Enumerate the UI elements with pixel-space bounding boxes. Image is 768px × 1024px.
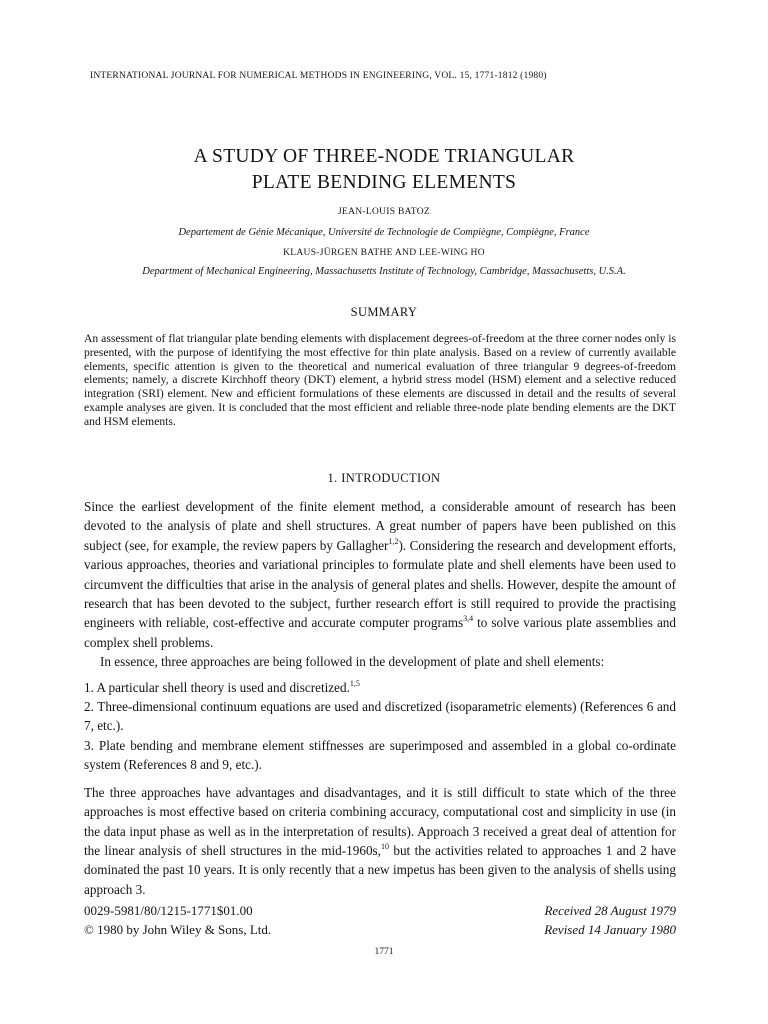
affiliation-1: Departement de Génie Mécanique, Université de Technologie de Compiègne, Compiègne, France <box>178 227 590 238</box>
reference-superscript: 3,4 <box>463 614 474 624</box>
reference-superscript: 1,5 <box>349 678 360 688</box>
summary-text: An assessment of flat triangular plate bending elements with displacement degrees-of-freedom at the three corner nodes only is presented, with the purpose of identifying the most effective for thin plate analysis. Based on a review of currently available elements, specific attention is given to the theoretical and numerical evaluation of three triangular 9 degrees-of-freedom elements; namely, a discrete Kirchhoff theory (DKT) element, a hybrid stress model (HSM) element and a selective reduced integration (SRI) element. New and efficient formulations of these elements are discussed in detail and the results of several example analyses are given. It is concluded that the most efficient and reliable three-node plate bending elements are the DKT and HSM elements. <box>84 332 676 428</box>
footer-publication-info <box>84 901 271 939</box>
introduction-body <box>84 497 676 899</box>
title-line-1: A STUDY OF THREE-NODE TRIANGULAR <box>193 146 575 167</box>
introduction-heading: 1. INTRODUCTION <box>327 471 441 485</box>
publication-code: 0029-5981/80/1215-1771$01.00 <box>84 903 253 918</box>
page-number: 1771 <box>374 947 394 957</box>
author-2: KLAUS-JÜRGEN BATHE AND LEE-WING HO <box>283 248 485 258</box>
approach-item-2: 2. Three-dimensional continuum equations are used and discretized (isoparametric elements) (References 6 and 7, etc.). <box>84 699 676 734</box>
approach-item-3: 3. Plate bending and membrane element stiffnesses are superimposed and assembled in a global co-ordinate system (References 8 and 9, etc.). <box>84 737 676 773</box>
reference-superscript: 1,2 <box>388 536 399 546</box>
reference-superscript: 10 <box>380 841 389 851</box>
author-1: JEAN-LOUIS BATOZ <box>338 207 430 217</box>
affiliation-2: Department of Mechanical Engineering, Massachusetts Institute of Technology, Cambridge, Massachusetts, U.S.A. <box>142 266 626 277</box>
intro-paragraph-3: The three approaches have advantages and disadvantages, and it is still difficult to state which of the three approaches is most effective based on criteria combining accuracy, computational cost and simplicity in use (in the data input phase as well as in the interpretation of results). Approach 3 received a great deal of attention for the linear analysis of shell structures in the mid-1960s,$^{10}$ but the activities related to approaches 1 and 2 have dominated the past 10 years. It is only recently that a new impetus has been given to the analysis of shells using approach 3. <box>84 784 676 897</box>
paper-title <box>84 144 684 196</box>
intro-paragraph-2: In essence, three approaches are being followed in the development of plate and shell elements: <box>100 654 605 670</box>
approach-item-1: 1. A particular shell theory is used and discretized.$^{1,5}$ <box>84 678 360 695</box>
received-date: Received 28 August 1979 <box>544 903 676 918</box>
revised-date: Revised 14 January 1980 <box>544 922 676 937</box>
copyright-notice: © 1980 by John Wiley & Sons, Ltd. <box>84 922 272 937</box>
title-line-2: PLATE BENDING ELEMENTS <box>251 172 517 193</box>
journal-header: INTERNATIONAL JOURNAL FOR NUMERICAL METHODS IN ENGINEERING, VOL. 15, 1771-1812 (1980) <box>90 71 547 81</box>
footer-dates <box>544 901 676 939</box>
summary-heading: SUMMARY <box>350 305 418 319</box>
intro-paragraph-1: Since the earliest development of the finite element method, a considerable amount of research has been devoted to the analysis of plate and shell structures. A great number of papers have been published on this subject (see, for example, the review papers by Gallagher$^{1,2}$). Considering the research and development efforts, various approaches, theories and variational principles to formulate plate and shell elements have been used to circumvent the difficulties that arise in the analysis of general plates and shells. However, despite the amount of research that has been devoted to the subject, further research effort is still required to provide the practising engineers with reliable, cost-effective and accurate computer programs$^{3,4}$ to solve various plate assemblies and complex shell problems. <box>84 499 676 650</box>
